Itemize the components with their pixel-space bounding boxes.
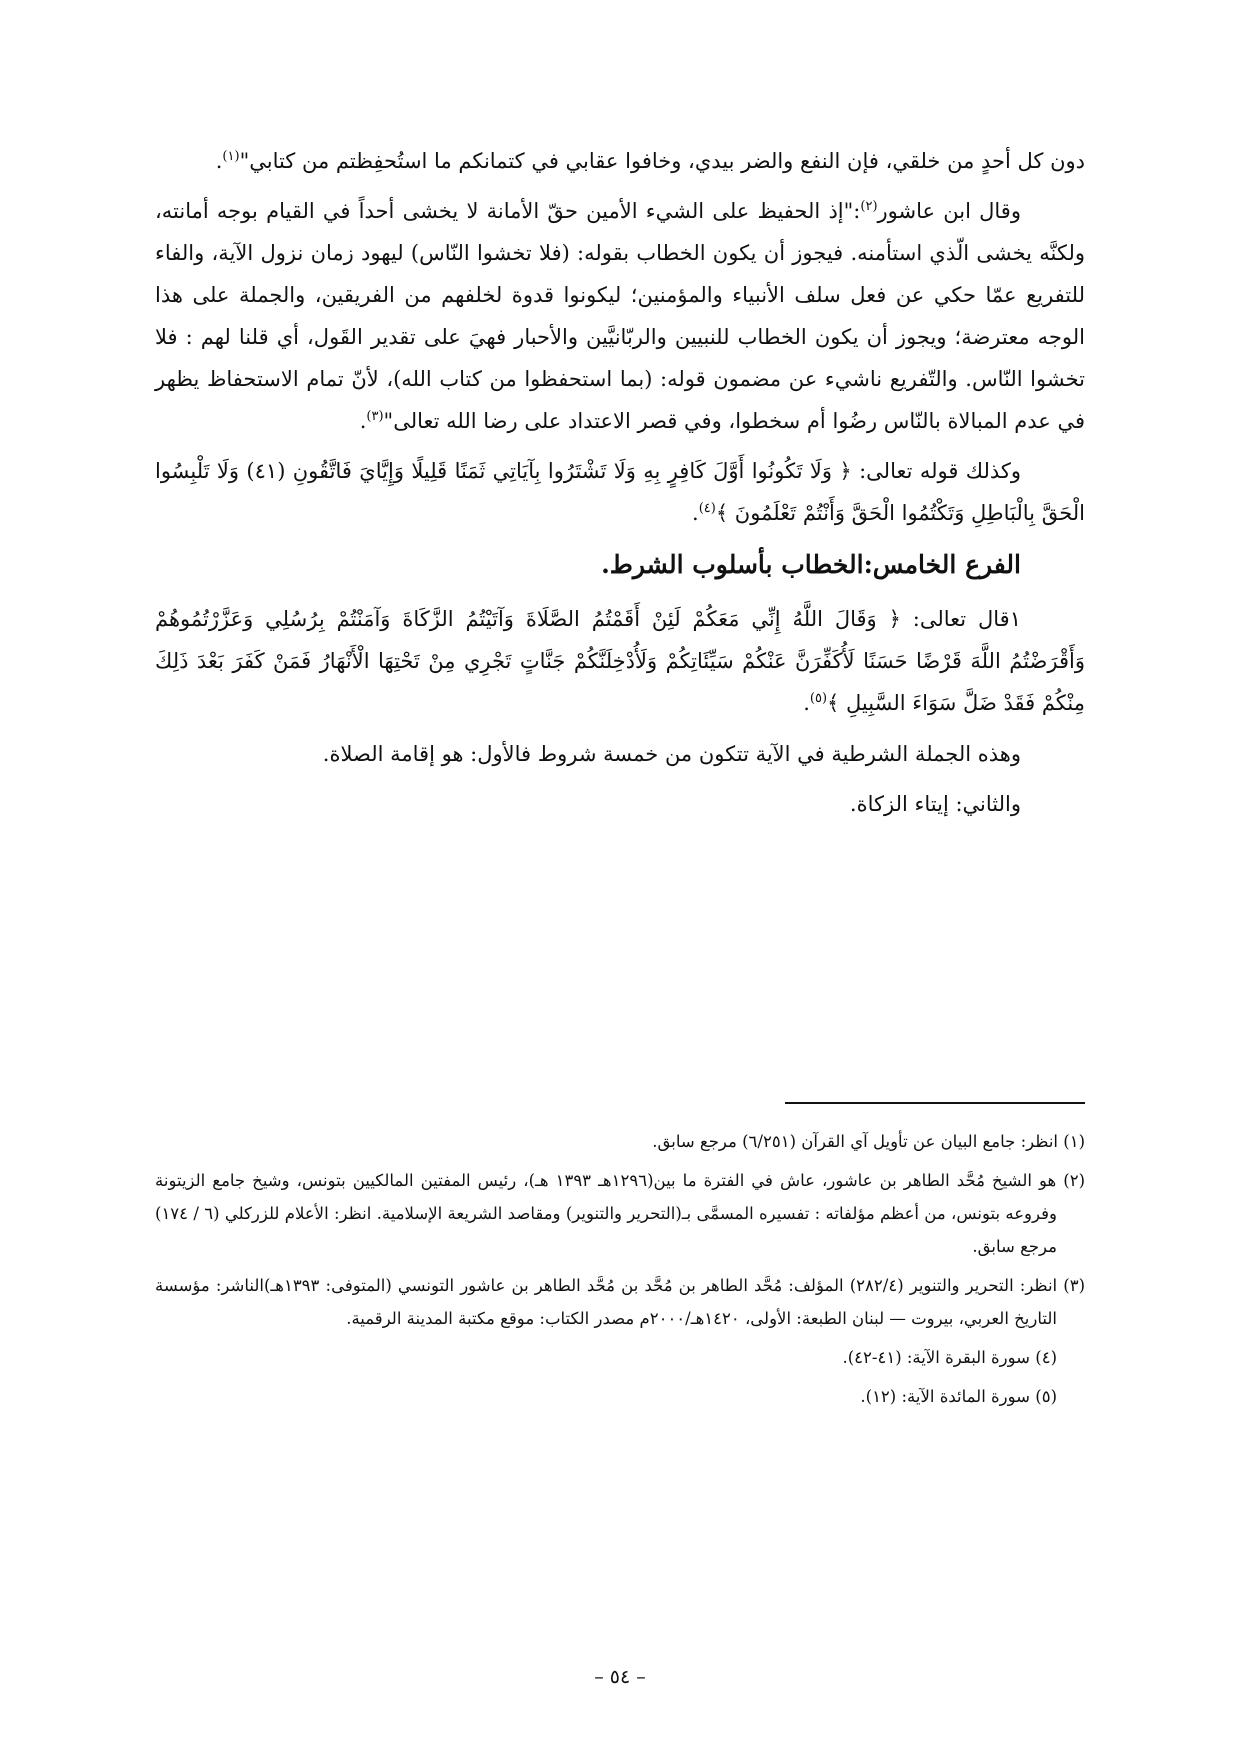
paragraph-end: . [692,501,699,525]
paragraph-end: . [359,409,367,433]
footnote-ref-2[interactable]: (٢) [860,199,878,214]
paragraph-text: ١قال تعالى: ﴿ وَقَالَ اللَّهُ إِنِّي مَعَكُمْ لَئِنْ أَقَمْتُمُ الصَّلَاةَ وَآتَيْتُمُ الزَّكَاةَ وَآمَنْتُمْ بِرُسُلِي وَعَزَّرْتُمُوهُمْ وَأَقْرَضْتُمُ اللَّهَ قَرْضًا حَسَنًا لَأُكَفِّرَنَّ عَنْكُمْ سَيِّئَاتِكُمْ وَلَأُدْخِلَنَّكُمْ جَنَّاتٍ تَجْرِي مِنْ تَحْتِهَا الْأَنْهَارُ فَمَنْ كَفَرَ بَعْدَ ذَلِكَ مِنْكُمْ فَقَدْ ضَلَّ سَوَاءَ السَّبِيلِ ﴾ [155,607,1085,715]
paragraph-end: . [215,149,223,173]
footnote-3: (٣) انظر: التحرير والتنوير (٢٨٢/٤) المؤلف: مُحَّد الطاهر بن مُحَّد بن مُحَّد الطاهر بن عاشور التونسي (المتوفى: ١٣٩٣هـ)الناشر: مؤسسة التاريخ العربي، بيروت — لبنان الطبعة: الأولى، ١٤٢٠هـ/٢٠٠٠م مصدر الكتاب: موقع مكتبة المدينة الرقمية. [155,1276,1085,1328]
page-number: – ٥٤ – [594,1666,646,1688]
paragraph-4-quran-verse [155,598,1085,724]
paragraph-6: والثاني: إيتاء الزكاة. [849,792,1021,816]
footnote-2: (٢) هو الشيخ مُحَّد الطاهر بن عاشور، عاش في الفترة ما بين(١٢٩٦هـ ١٣٩٣ هـ)، رئيس المفتين المالكيين بتونس، وشيخ جامع الزيتونة وفروعه بتونس، من أعظم مؤلفاته : تفسيره المسمَّى بـ(التحرير والتنوير) ومقاصد الشريعة الإسلامية. انظر: الأعلام للزركلي (٦ / ١٧٤) مرجع سابق. [155,1171,1085,1256]
footnote-ref-4[interactable]: (٤) [698,501,716,516]
paragraph-5: وهذه الجملة الشرطية في الآية تتكون من خمسة شروط فالأول: هو إقامة الصلاة. [322,742,1021,766]
footnote-4: (٤) سورة البقرة الآية: (٤١-٤٢). [842,1348,1057,1367]
footnote-ref-1[interactable]: (١) [222,149,240,164]
paragraph-end: . [803,691,810,715]
paragraph-text: :"إذ الحفيظ على الشيء الأمين حقّ الأمانة لا يخشى أحداً في القيام بوجه أمانته، ولكنَّه يخشى الّذي استأمنه. فيجوز أن يكون الخطاب بقوله: (فلا تخشوا النّاس) ليهود زمان نزول الآية، والفاء للتفريع عمّا حكي عن فعل سلف الأنبياء والمؤمنين؛ ليكونوا قدوة لخلفهم من الفريقين، والجملة على هذا الوجه معترضة؛ ويجوز أن يكون الخطاب للنبيين والربّانيَّين والأحبار فهيَ على تقدير القَول، أي قلنا لهم : فلا تخشوا النّاس. والتّفريع ناشيء عن مضمون قوله: (بما استحفظوا من كتاب الله)، لأنّ تمام الاستحفاظ يظهر في عدم المبالاة بالنّاس رضُوا أم سخطوا، وفي قصر الاعتداد على رضا الله تعالى" [155,199,1085,433]
footnote-ref-3[interactable]: (٣) [366,409,384,424]
paragraph-3-quran-verse [155,450,1085,534]
paragraph-text: وقال ابن عاشور [877,199,1021,223]
footnote-1: (١) انظر: جامع البيان عن تأويل آي القرآن (٦/٢٥١) مرجع سابق. [652,1132,1085,1151]
main-text [155,140,1085,832]
paragraph-2 [155,190,1085,442]
paragraph-1 [155,140,1085,182]
footnotes-section [155,1125,1085,1419]
footnote-ref-5[interactable]: (٥) [809,691,828,706]
paragraph-text: دون كل أحدٍ من خلقي، فإن النفع والضر بيدي، وخافوا عقابي في كتمانكم ما استُحفِظتم من كتابي" [239,149,1085,173]
footnote-5: (٥) سورة المائدة الآية: (١٢). [860,1387,1057,1406]
paragraph-text: وكذلك قوله تعالى: ﴿ وَلَا تَكُونُوا أَوَّلَ كَافِرٍ بِهِ وَلَا تَشْتَرُوا بِآيَاتِي ثَمَنًا قَلِيلًا وَإِيَّايَ فَاتَّقُونِ (٤١) وَلَا تَلْبِسُوا الْحَقَّ بِالْبَاطِلِ وَتَكْتُمُوا الْحَقَّ وَأَنْتُمْ تَعْلَمُونَ ﴾ [155,459,1085,525]
section-heading: الفرع الخامس:الخطاب بأسلوب الشرط. [601,550,1021,579]
footnote-separator [785,1102,1085,1104]
